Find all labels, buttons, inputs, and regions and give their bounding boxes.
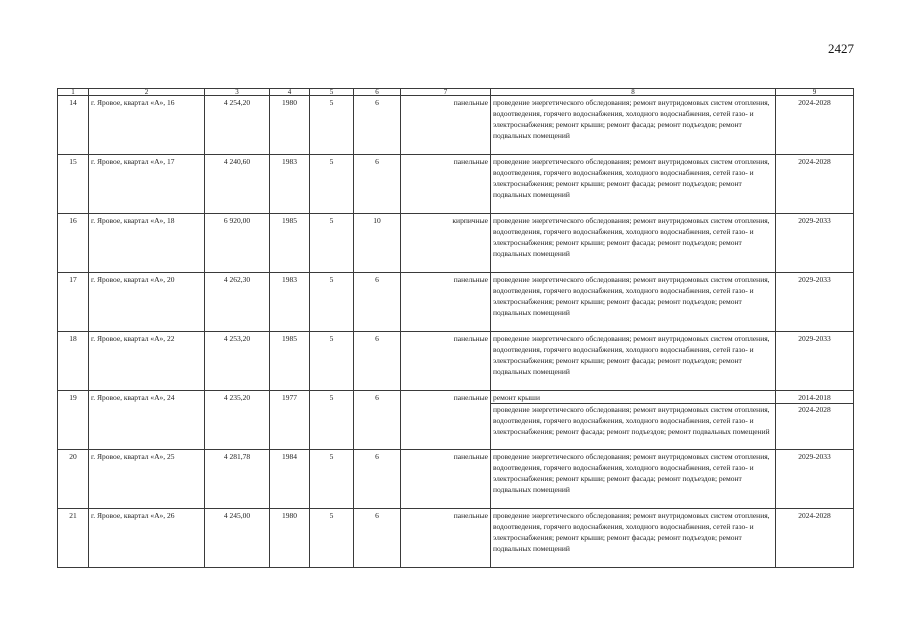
column-header: 5	[310, 89, 354, 96]
floors-cell: 5	[310, 273, 354, 332]
column-header: 9	[776, 89, 854, 96]
period-cell	[776, 450, 854, 509]
row-number: 17	[58, 273, 89, 332]
entrances-cell: 6	[354, 273, 401, 332]
works-cell	[491, 214, 776, 273]
address-cell: г. Яровое, квартал «А», 16	[89, 96, 205, 155]
table-row	[58, 273, 854, 332]
housing-repair-table	[57, 88, 854, 568]
period-value: 2024-2028	[798, 157, 831, 166]
column-header: 3	[205, 89, 270, 96]
entrances-cell: 10	[354, 214, 401, 273]
year-cell: 1977	[270, 391, 310, 450]
period-cell	[776, 509, 854, 568]
entrances-cell: 6	[354, 509, 401, 568]
area-cell: 4 254,20	[205, 96, 270, 155]
period-value: 2029-2033	[798, 334, 831, 343]
row-number: 20	[58, 450, 89, 509]
row-number: 18	[58, 332, 89, 391]
table-row	[58, 391, 854, 450]
works-cell	[491, 332, 776, 391]
period-cell	[776, 273, 854, 332]
year-cell: 1985	[270, 332, 310, 391]
address-cell: г. Яровое, квартал «А», 17	[89, 155, 205, 214]
period-value: 2024-2028	[798, 98, 831, 107]
material-cell: панельные	[401, 332, 491, 391]
area-cell: 4 235,20	[205, 391, 270, 450]
floors-cell: 5	[310, 509, 354, 568]
work-description: проведение энергетического обследования; ремонт внутридомовых систем отопления, водоотведения, горячего водоснабжения, холодного водоснабжения, сетей газо- и электроснабжения; ремонт крыши; ремонт фасада; ремонт подъездов; ремонт подвальных помещений	[493, 452, 770, 494]
year-cell: 1984	[270, 450, 310, 509]
work-description: проведение энергетического обследования; ремонт внутридомовых систем отопления, водоотведения, горячего водоснабжения, холодного водоснабжения, сетей газо- и электроснабжения; ремонт крыши; ремонт фасада; ремонт подъездов; ремонт подвальных помещений	[493, 216, 770, 258]
floors-cell: 5	[310, 155, 354, 214]
work-description: проведение энергетического обследования; ремонт внутридомовых систем отопления, водоотведения, горячего водоснабжения, холодного водоснабжения, сетей газо- и электроснабжения; ремонт фасада; ремонт подъездов; ремонт подвальных помещений	[491, 403, 775, 437]
area-cell: 4 281,78	[205, 450, 270, 509]
floors-cell: 5	[310, 391, 354, 450]
entrances-cell: 6	[354, 332, 401, 391]
floors-cell: 5	[310, 450, 354, 509]
address-cell: г. Яровое, квартал «А», 20	[89, 273, 205, 332]
column-header: 2	[89, 89, 205, 96]
table-row	[58, 450, 854, 509]
period-cell	[776, 391, 854, 450]
address-cell: г. Яровое, квартал «А», 18	[89, 214, 205, 273]
column-header: 7	[401, 89, 491, 96]
address-cell: г. Яровое, квартал «А», 22	[89, 332, 205, 391]
works-cell	[491, 155, 776, 214]
year-cell: 1980	[270, 509, 310, 568]
area-cell: 4 245,00	[205, 509, 270, 568]
row-number: 21	[58, 509, 89, 568]
period-value: 2029-2033	[798, 275, 831, 284]
table-row	[58, 96, 854, 155]
year-cell: 1983	[270, 155, 310, 214]
area-cell: 4 262,30	[205, 273, 270, 332]
material-cell: панельные	[401, 509, 491, 568]
work-description: ремонт крыши	[493, 393, 540, 402]
area-cell: 6 920,00	[205, 214, 270, 273]
address-cell: г. Яровое, квартал «А», 26	[89, 509, 205, 568]
column-header: 4	[270, 89, 310, 96]
material-cell: кирпичные	[401, 214, 491, 273]
column-header: 6	[354, 89, 401, 96]
period-cell	[776, 155, 854, 214]
works-cell	[491, 450, 776, 509]
floors-cell: 5	[310, 214, 354, 273]
floors-cell: 5	[310, 332, 354, 391]
material-cell: панельные	[401, 96, 491, 155]
work-description: проведение энергетического обследования; ремонт внутридомовых систем отопления, водоотведения, горячего водоснабжения, холодного водоснабжения, сетей газо- и электроснабжения; ремонт крыши; ремонт фасада; ремонт подъездов; ремонт подвальных помещений	[493, 157, 770, 199]
year-cell: 1980	[270, 96, 310, 155]
works-cell	[491, 509, 776, 568]
address-cell: г. Яровое, квартал «А», 25	[89, 450, 205, 509]
table-row	[58, 155, 854, 214]
column-header: 1	[58, 89, 89, 96]
period-cell	[776, 96, 854, 155]
period-value: 2014-2018	[798, 393, 831, 402]
address-cell: г. Яровое, квартал «А», 24	[89, 391, 205, 450]
year-cell: 1985	[270, 214, 310, 273]
material-cell: панельные	[401, 273, 491, 332]
column-header: 8	[491, 89, 776, 96]
page-number: 2427	[828, 41, 854, 56]
period-value: 2024-2028	[776, 403, 853, 415]
year-cell: 1983	[270, 273, 310, 332]
floors-cell: 5	[310, 96, 354, 155]
entrances-cell: 6	[354, 391, 401, 450]
material-cell: панельные	[401, 450, 491, 509]
material-cell: панельные	[401, 391, 491, 450]
work-description: проведение энергетического обследования; ремонт внутридомовых систем отопления, водоотведения, горячего водоснабжения, холодного водоснабжения, сетей газо- и электроснабжения; ремонт крыши; ремонт фасада; ремонт подъездов; ремонт подвальных помещений	[493, 98, 770, 140]
row-number: 14	[58, 96, 89, 155]
row-number: 15	[58, 155, 89, 214]
work-description: проведение энергетического обследования; ремонт внутридомовых систем отопления, водоотведения, горячего водоснабжения, холодного водоснабжения, сетей газо- и электроснабжения; ремонт крыши; ремонт фасада; ремонт подъездов; ремонт подвальных помещений	[493, 334, 770, 376]
material-cell: панельные	[401, 155, 491, 214]
table-row	[58, 332, 854, 391]
area-cell: 4 253,20	[205, 332, 270, 391]
period-cell	[776, 332, 854, 391]
entrances-cell: 6	[354, 96, 401, 155]
period-value: 2024-2028	[798, 511, 831, 520]
column-number-row	[58, 89, 854, 96]
works-cell	[491, 391, 776, 450]
period-value: 2029-2033	[798, 216, 831, 225]
table-row	[58, 214, 854, 273]
period-cell	[776, 214, 854, 273]
area-cell: 4 240,60	[205, 155, 270, 214]
works-cell	[491, 96, 776, 155]
row-number: 19	[58, 391, 89, 450]
entrances-cell: 6	[354, 450, 401, 509]
work-description: проведение энергетического обследования; ремонт внутридомовых систем отопления, водоотведения, горячего водоснабжения, холодного водоснабжения, сетей газо- и электроснабжения; ремонт крыши; ремонт фасада; ремонт подъездов; ремонт подвальных помещений	[493, 511, 770, 553]
work-description: проведение энергетического обследования; ремонт внутридомовых систем отопления, водоотведения, горячего водоснабжения, холодного водоснабжения, сетей газо- и электроснабжения; ремонт крыши; ремонт фасада; ремонт подъездов; ремонт подвальных помещений	[493, 275, 770, 317]
row-number: 16	[58, 214, 89, 273]
period-value: 2029-2033	[798, 452, 831, 461]
entrances-cell: 6	[354, 155, 401, 214]
table-row	[58, 509, 854, 568]
works-cell	[491, 273, 776, 332]
